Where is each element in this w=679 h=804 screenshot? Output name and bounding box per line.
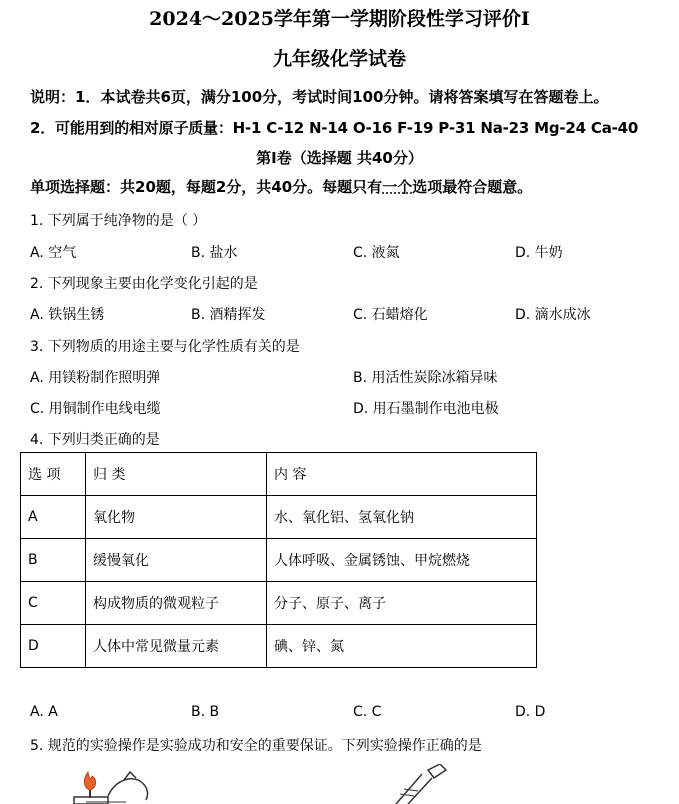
question-5-stem: 5. 规范的实验操作是实验成功和安全的重要保证。下列实验操作正确的是 [30,738,482,754]
table-cell: D [21,625,86,668]
table-cell: 分子、原子、离子 [267,582,537,625]
question-4-option-d: D. D [515,704,546,720]
table-cell: B [21,539,86,582]
table-cell: C [21,582,86,625]
table-cell: 人体呼吸、金属锈蚀、甲烷燃烧 [267,539,537,582]
question-3-option-b: B. 用活性炭除冰箱异味 [353,370,498,386]
test-tube-illustration [388,764,452,804]
question-2-option-a: A. 铁锅生锈 [30,307,105,323]
question-4-stem: 4. 下列归类正确的是 [30,432,160,448]
question-4-option-b: B. B [191,704,220,720]
note-line-1: 说明：1．本试卷共6页，满分100分，考试时间100分钟。请将答案填写在答题卷上。 [30,88,609,106]
hand-icon [108,779,148,800]
question-2-stem: 2. 下列现象主要由化学变化引起的是 [30,276,258,292]
alcohol-lamp-illustration [66,766,166,804]
table-cell: 氧化物 [86,496,267,539]
table-cell: 碘、锌、氮 [267,625,537,668]
dropper-icon [428,764,446,778]
question-1-stem: 1. 下列属于纯净物的是（ ） [30,213,207,229]
question-1-option-a: A. 空气 [30,245,77,261]
table-row [21,496,537,539]
table-cell: A [21,496,86,539]
table-row [21,582,537,625]
flame-icon [84,772,95,790]
question-1-option-c: C. 液氮 [353,245,400,261]
note-line-2: 2．可能用到的相对原子质量：H-1 C-12 N-14 O-16 F-19 P-31 Na-23 Mg-24 Ca-40 [30,119,639,137]
question-1-option-d: D. 牛奶 [515,245,563,261]
exam-subtitle: 九年级化学试卷 [272,48,406,70]
table-header-cell: 内 容 [267,453,537,496]
question-2-option-c: C. 石蜡熔化 [353,307,428,323]
instruction-prefix: 单项选择题：共20题，每题2分，共40分。每题只有 [30,178,383,196]
section-title: 第Ⅰ卷（选择题 共40分） [256,149,423,167]
table-cell: 人体中常见微量元素 [86,625,267,668]
table-header-cell: 选 项 [21,453,86,496]
question-3-stem: 3. 下列物质的用途主要与化学性质有关的是 [30,339,300,355]
table-header-row [21,453,537,496]
question-4-option-c: C. C [353,704,382,720]
question-2-option-d: D. 滴水成冰 [515,307,591,323]
classification-table [20,452,537,668]
question-3-option-c: C. 用铜制作电线电缆 [30,401,161,417]
question-3-option-d: D. 用石墨制作电池电极 [353,401,499,417]
table-cell: 构成物质的微观粒子 [86,582,267,625]
exam-title: 2024～2025学年第一学期阶段性学习评价I [149,8,530,30]
instruction-suffix: 选项最符合题意。 [412,178,533,196]
table-cell: 缓慢氧化 [86,539,267,582]
table-cell: 水、氧化铝、氢氧化钠 [267,496,537,539]
table-row [21,625,537,668]
question-4-option-a: A. A [30,704,58,720]
question-2-option-b: B. 酒精挥发 [191,307,266,323]
table-header-cell: 归 类 [86,453,267,496]
section-instruction [30,176,532,197]
question-1-option-b: B. 盐水 [191,245,238,261]
question-3-option-a: A. 用镁粉制作照明弹 [30,370,161,386]
instruction-emphasis: 一个 [382,178,413,196]
table-row [21,539,537,582]
